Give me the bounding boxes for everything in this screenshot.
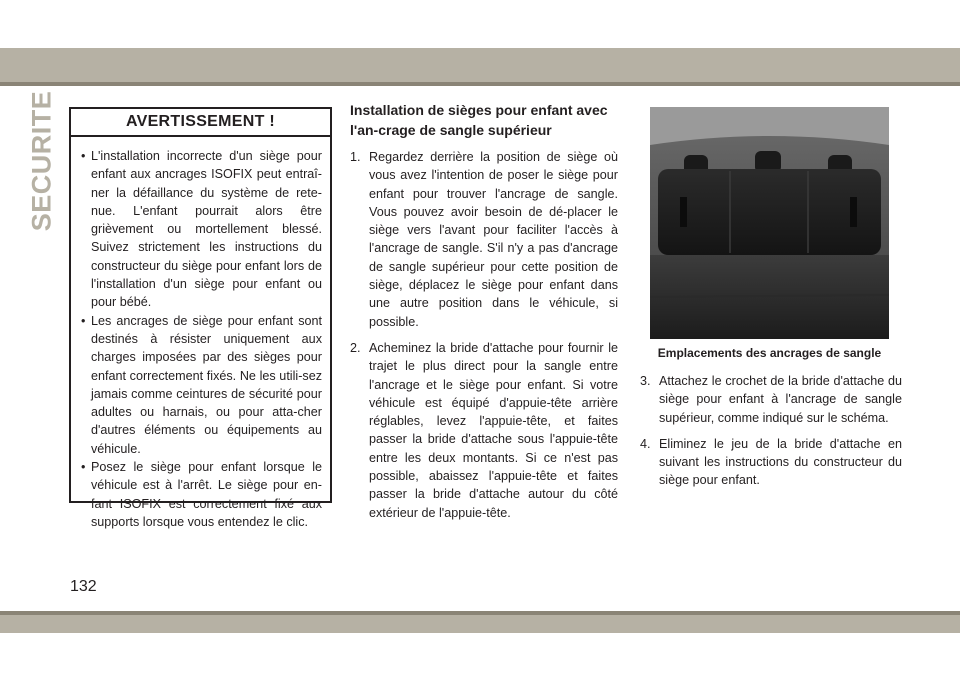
header-band [0, 48, 960, 82]
step-item [350, 148, 618, 331]
rear-seat-illustration [650, 107, 889, 339]
step-number: 2. [350, 340, 361, 355]
step-text: Attachez le crochet de la bride d'attache du siège pour enfant à l'ancrage de sangle supérieur, comme indiqué sur le schéma. [659, 374, 902, 425]
installation-steps-part1 [350, 148, 618, 522]
warning-box [69, 107, 332, 529]
step-number: 3. [640, 374, 651, 388]
figure-caption: Emplacements des ancrages de sangle [657, 346, 882, 360]
rear-seat-photo [650, 107, 889, 339]
warning-list [71, 137, 330, 531]
warning-item [81, 147, 322, 312]
footer-band [0, 615, 960, 633]
bullet-icon: • [81, 313, 86, 328]
step-item [640, 435, 902, 490]
warning-item [81, 312, 322, 458]
warning-item-text: Posez le siège pour enfant lorsque le véhicule est à l'arrêt. Le siège pour en-fant ISOFIX est correctement fixé aux supports lorsque vous entendez le clic. [91, 460, 322, 529]
warning-item-text: Les ancrages de siège pour enfant sont destinés à résister uniquement aux charges imposées par des sièges pour enfant correctement fixés. Ne les utili-sez jamais comme ceintures de sécurité pour adultes ou harnais, ou pour atta-cher d'autres éléments ou équipements au véhicule. [91, 313, 322, 456]
warning-item-text: L'installation incorrecte d'un siège pour enfant aux ancrages ISOFIX peut entraî-ner la défaillance du système de rete-nue. L'enfant pourrait alors être grièvement ou mortellement blessé. Suivez strictement les instructions du constructeur du siège pour enfant lors de l'installation d'un siège pour enfant ou pour bébé. [91, 149, 322, 310]
step-number: 4. [640, 436, 651, 451]
installation-column-continued [640, 372, 902, 498]
step-text: Eliminez le jeu de la bride d'attache en suivant les instructions du constructeur du siège pour enfant. [659, 436, 902, 488]
section-label-text: SECURITE [26, 90, 57, 232]
step-text: Regardez derrière la position de siège où vous avez l'intention de poser le siège pour enfant pour trouver l'ancrage de sangle. Vous pouvez avoir besoin de dé-placer le siège vers l'avant pour faciliter l'accès à l'ancrage de sangle. S'il n'y a pas d'ancrage de sangle supérieur pour cette position de siège, déplacez le siège pour enfant dans une autre position dans le véhicule, si possible. [369, 150, 618, 329]
installation-steps-part2 [640, 372, 902, 490]
step-item [640, 372, 902, 427]
warning-item [81, 458, 322, 531]
step-item [350, 339, 618, 522]
installation-heading: Installation de sièges pour enfant avec l'an-crage de sangle supérieur [350, 102, 608, 138]
warning-title: AVERTISSEMENT ! [71, 109, 330, 137]
header-band-line [0, 82, 960, 86]
page-number: 132 [70, 578, 97, 595]
bullet-icon: • [81, 149, 86, 163]
step-number: 1. [350, 150, 361, 164]
page-top-margin [0, 0, 960, 48]
step-text: Acheminez la bride d'attache pour fournir le trajet le plus direct pour la sangle entre l'ancrage et le siège pour enfant. Si votre véhicule est équipé d'appuie-tête arrière réglables, levez l'appuie-tête, et faites passer la bride d'attache sous l'appuie-tête entre les deux montants. Si ce n'est pas possible, abaissez l'appuie-tête et faites passer la bride d'attache autour du côté extérieur de l'appuie-tête. [369, 340, 618, 520]
installation-column [350, 100, 618, 530]
bullet-icon: • [81, 460, 86, 475]
section-label [18, 90, 66, 232]
